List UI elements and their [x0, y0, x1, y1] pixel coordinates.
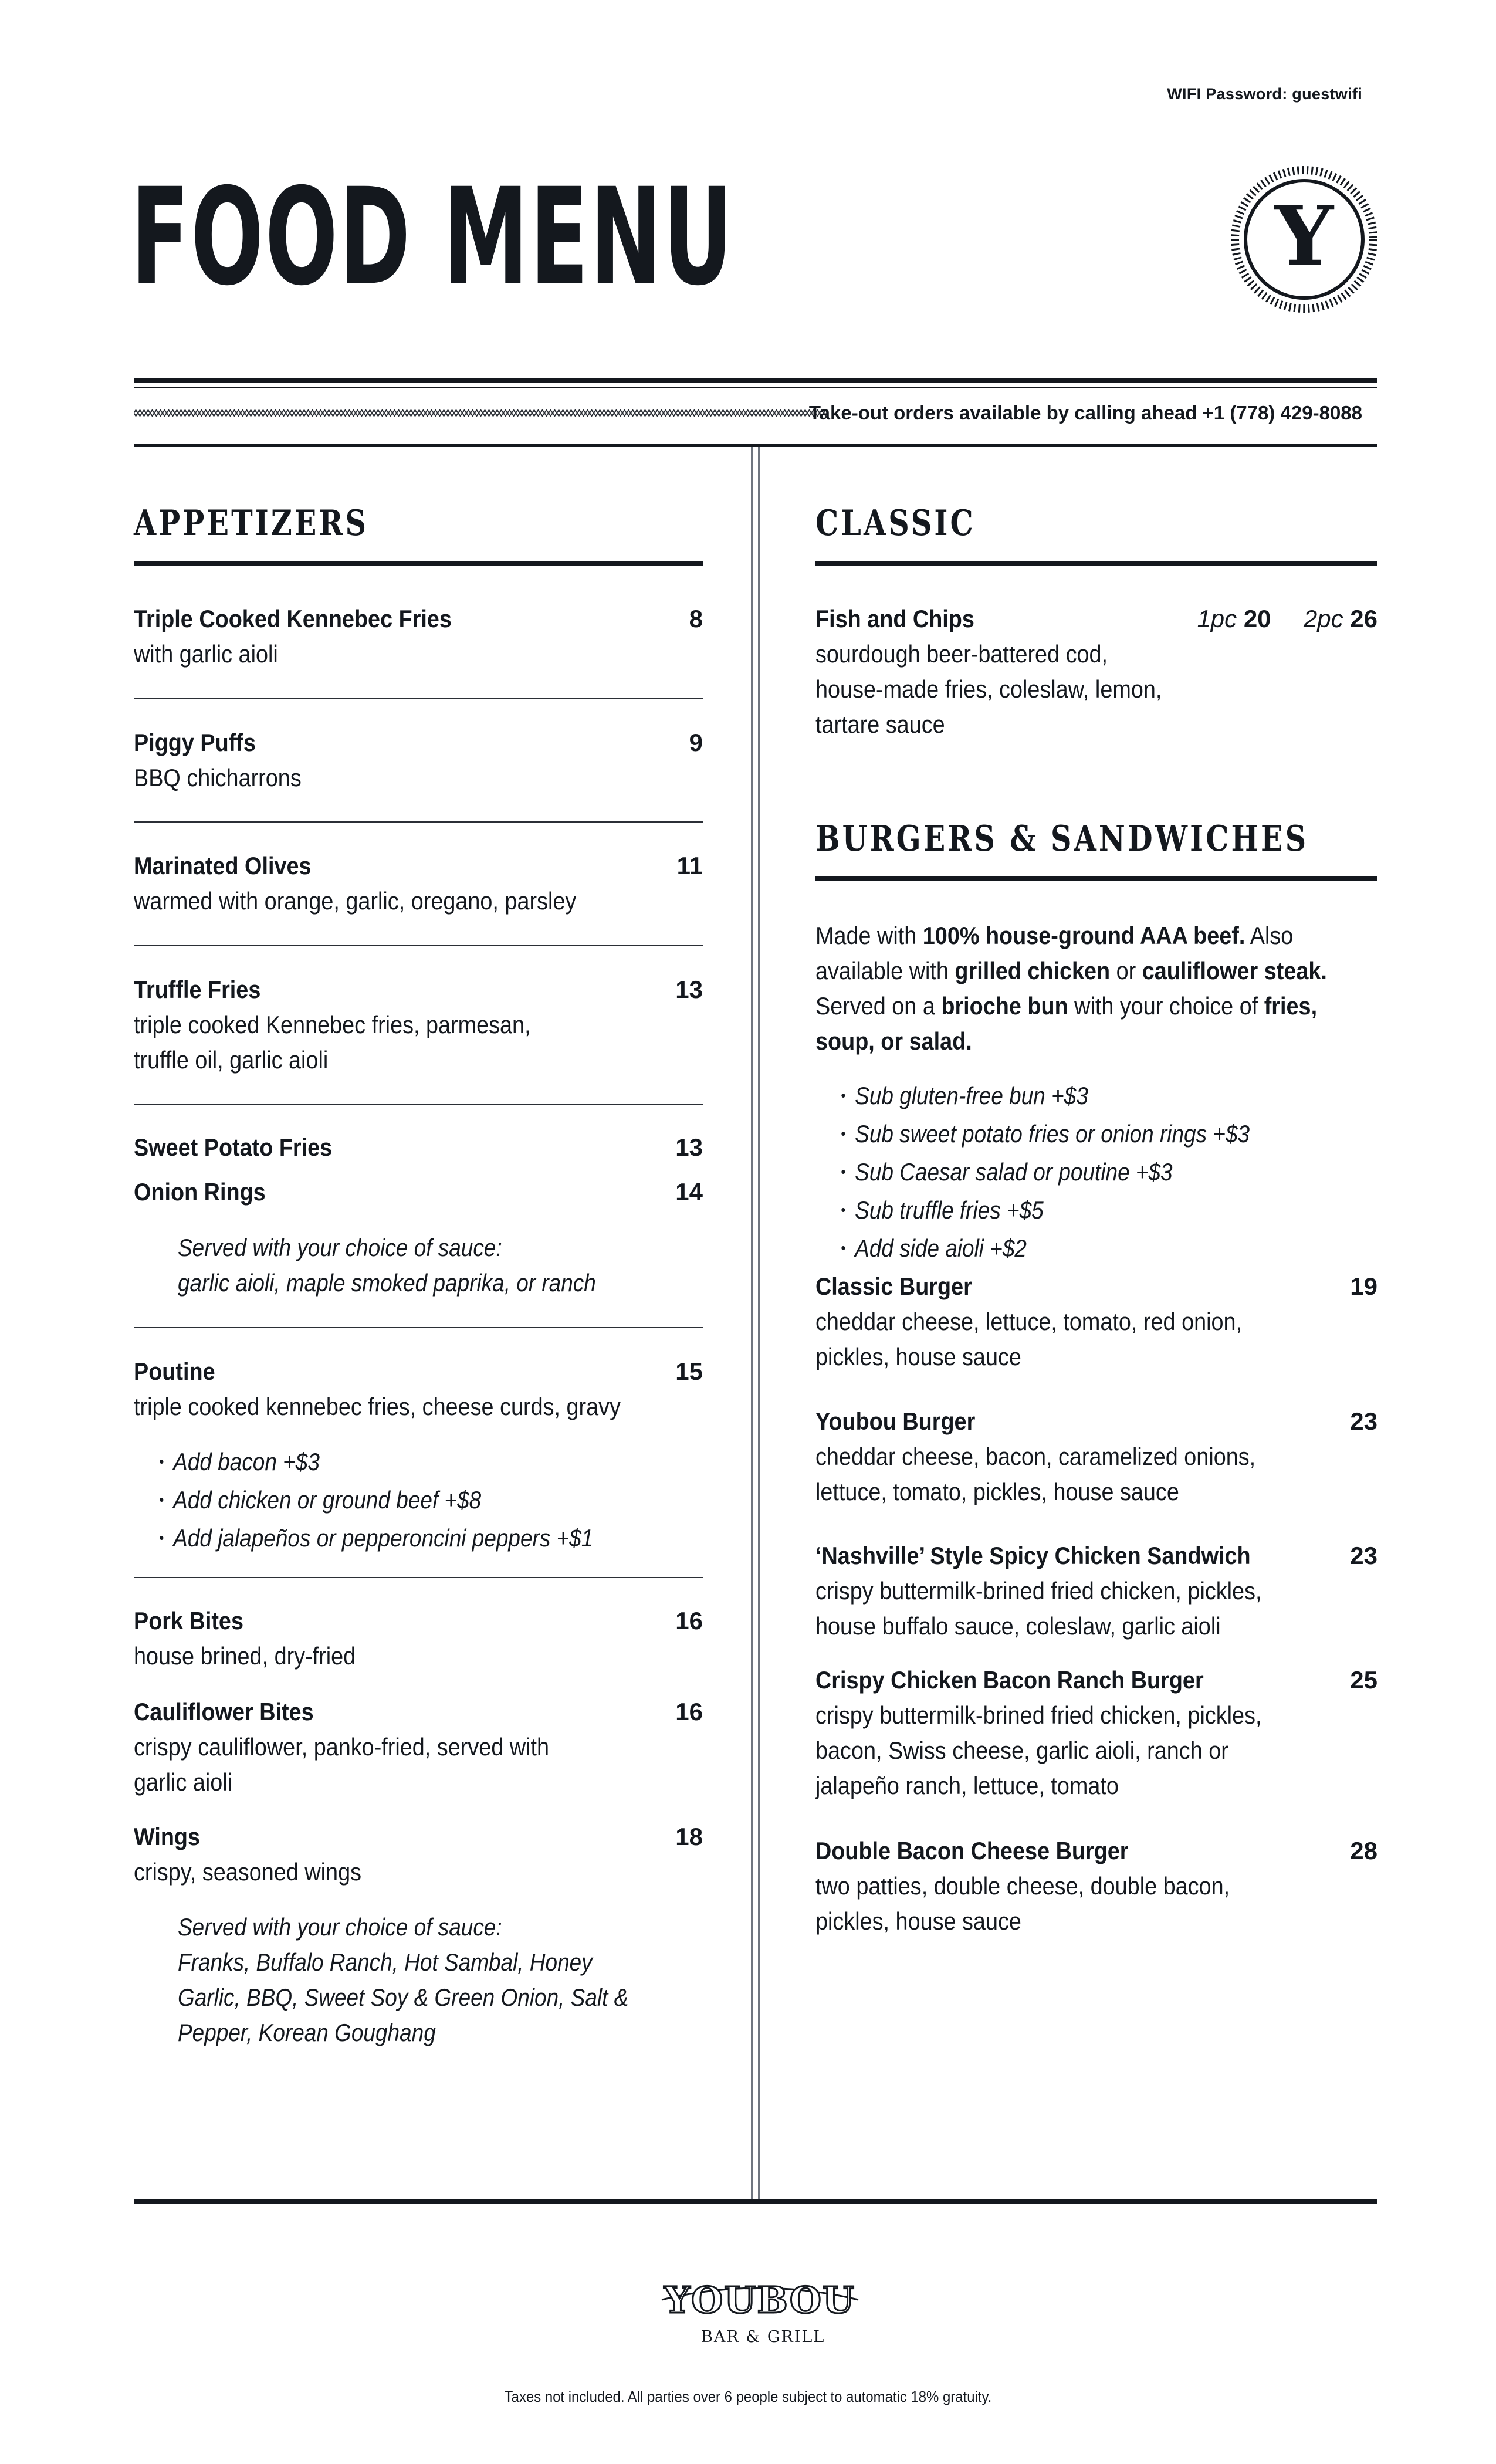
- menu-item: [134, 1694, 703, 1800]
- item-name: Pork Bites: [134, 1607, 243, 1634]
- youbou-wordmark-logo: [656, 2276, 864, 2329]
- item-name: Piggy Puffs: [134, 729, 256, 756]
- item-description: house-made fries, coleslaw, lemon,: [815, 675, 1162, 703]
- item-description: garlic aioli: [134, 1768, 233, 1796]
- sub-line: • Sub Caesar salad or poutine +$3: [859, 1155, 1250, 1193]
- menu-item: [134, 1354, 703, 1424]
- item-price: 14: [675, 1178, 703, 1206]
- item-description: with garlic aioli: [134, 640, 278, 668]
- item-name: Sweet Potato Fries: [134, 1133, 333, 1161]
- item-price: 25: [1350, 1666, 1377, 1694]
- sauce-note-line: garlic aioli, maple smoked paprika, or ranch: [178, 1269, 596, 1297]
- menu-item: [815, 1663, 1377, 1803]
- item-description: pickles, house sauce: [815, 1343, 1021, 1370]
- menu-item: [134, 972, 703, 1078]
- wifi-password: WIFI Password: guestwifi: [1167, 85, 1362, 103]
- menu-item: [815, 1833, 1377, 1939]
- item-price: 18: [675, 1823, 703, 1850]
- item-description: cheddar cheese, bacon, caramelized onions,: [815, 1443, 1256, 1470]
- menu-item: [815, 1404, 1377, 1509]
- item-price: 15: [675, 1358, 703, 1385]
- item-description: house brined, dry-fried: [134, 1642, 356, 1670]
- item-price: 11: [676, 852, 703, 879]
- item-name: Onion Rings: [134, 1178, 266, 1206]
- item-name: Marinated Olives: [134, 852, 312, 879]
- sub-line: • Sub sweet potato fries or onion rings +$3: [859, 1116, 1250, 1155]
- column-divider-left: [751, 447, 753, 2199]
- sauce-note-line: Garlic, BBQ, Sweet Soy & Green Onion, Salt &: [178, 1984, 629, 2011]
- menu-item: [815, 601, 1377, 742]
- header-rule-thin: [134, 387, 1377, 388]
- intro-line: [815, 953, 1327, 989]
- burgers-intro: [815, 918, 1384, 1059]
- menu-item: [134, 725, 703, 796]
- item-description: BBQ chicharrons: [134, 764, 302, 791]
- item-description: cheddar cheese, lettuce, tomato, red onion,: [815, 1308, 1243, 1335]
- sauce-note: [178, 1910, 690, 2050]
- header-rule-bottom: [134, 444, 1377, 447]
- item-price: 13: [675, 1133, 703, 1161]
- header-rule-top: [134, 378, 1377, 383]
- footer-rule: [134, 2199, 1377, 2204]
- item-name: Cauliflower Bites: [134, 1698, 314, 1725]
- item-description: triple cooked kennebec fries, cheese curds, gravy: [134, 1393, 621, 1420]
- item-name: Youbou Burger: [815, 1407, 976, 1435]
- menu-item: [134, 1819, 703, 1890]
- burger-subs: [855, 1078, 1303, 1269]
- menu-item: [134, 601, 703, 672]
- zigzag-divider: [134, 408, 826, 418]
- addon-line: • Add jalapeños or pepperoncini peppers +$1: [178, 1521, 593, 1559]
- item-description: crispy cauliflower, panko-fried, served with: [134, 1733, 550, 1761]
- item-divider: [134, 1104, 703, 1105]
- intro-bold: fries,: [1264, 992, 1318, 1020]
- intro-text: with your choice of: [1068, 992, 1264, 1020]
- item-divider: [134, 698, 703, 699]
- appetizers-heading: APPETIZERS: [134, 503, 369, 544]
- item-price: 20: [1243, 605, 1271, 632]
- intro-bold: cauliflower steak.: [1142, 957, 1327, 984]
- item-price: 8: [689, 605, 703, 632]
- item-description: truffle oil, garlic aioli: [134, 1046, 329, 1074]
- item-price: 23: [1350, 1542, 1377, 1569]
- item-name: Fish and Chips: [815, 605, 974, 632]
- item-price-options: [1197, 601, 1377, 637]
- item-price: 19: [1350, 1272, 1377, 1300]
- intro-line: [815, 1024, 1327, 1059]
- item-price: 9: [689, 729, 703, 756]
- item-divider: [134, 821, 703, 823]
- item-description: crispy buttermilk-brined fried chicken, pickles,: [815, 1577, 1262, 1605]
- item-name: ‘Nashville’ Style Spicy Chicken Sandwich: [815, 1542, 1251, 1569]
- price-label: 2pc: [1303, 605, 1343, 632]
- item-divider: [134, 1577, 703, 1578]
- item-divider: [134, 1327, 703, 1328]
- menu-item: [134, 1175, 703, 1210]
- intro-line: [815, 918, 1327, 953]
- item-price: 28: [1350, 1837, 1377, 1864]
- classic-heading-rule: [815, 561, 1377, 566]
- menu-item: [134, 848, 703, 919]
- intro-bold: 100% house-ground AAA beef.: [922, 922, 1245, 949]
- sub-line: • Sub truffle fries +$5: [859, 1193, 1250, 1231]
- menu-item: [134, 1603, 703, 1674]
- sauce-note-line: Pepper, Korean Goughang: [178, 2019, 436, 2046]
- burgers-heading-rule: [815, 876, 1377, 881]
- addon-line: • Add bacon +$3: [178, 1444, 593, 1483]
- poutine-addons: [173, 1444, 650, 1559]
- logo-subtitle: BAR & GRILL: [701, 2328, 825, 2346]
- appetizers-heading-rule: [134, 561, 703, 566]
- item-description: crispy, seasoned wings: [134, 1858, 361, 1886]
- sauce-note: [178, 1230, 653, 1301]
- item-description: pickles, house sauce: [815, 1907, 1021, 1935]
- intro-text: Made with: [815, 922, 923, 949]
- sub-line: • Sub gluten-free bun +$3: [859, 1078, 1250, 1116]
- item-name: Double Bacon Cheese Burger: [815, 1837, 1129, 1864]
- item-price: 16: [675, 1698, 703, 1725]
- sauce-note-line: Franks, Buffalo Ranch, Hot Sambal, Honey: [178, 1948, 593, 1976]
- wordmark-text: YOUBOU: [664, 2279, 855, 2321]
- column-divider-right: [758, 447, 760, 2199]
- intro-line: [815, 989, 1327, 1024]
- item-price: 23: [1350, 1407, 1377, 1435]
- menu-item: [815, 1269, 1377, 1375]
- item-name: Poutine: [134, 1358, 215, 1385]
- classic-heading: CLASSIC: [815, 503, 976, 544]
- intro-bold: grilled chicken: [955, 957, 1111, 984]
- addon-line: • Add chicken or ground beef +$8: [178, 1483, 593, 1521]
- item-divider: [134, 945, 703, 946]
- item-description: jalapeño ranch, lettuce, tomato: [815, 1772, 1119, 1799]
- youbou-seal-logo: [1231, 166, 1377, 313]
- item-description: triple cooked Kennebec fries, parmesan,: [134, 1011, 531, 1038]
- intro-text: available with: [815, 957, 955, 984]
- sauce-note-line: Served with your choice of sauce:: [178, 1913, 502, 1941]
- intro-text: or: [1110, 957, 1142, 984]
- item-description: two patties, double cheese, double bacon,: [815, 1872, 1230, 1900]
- footer-disclaimer: Taxes not included. All parties over 6 people subject to automatic 18% gratuity.: [504, 2388, 992, 2405]
- item-name: Truffle Fries: [134, 976, 261, 1003]
- item-price: 16: [675, 1607, 703, 1634]
- item-description: bacon, Swiss cheese, garlic aioli, ranch or: [815, 1737, 1228, 1764]
- intro-bold: soup, or salad.: [815, 1027, 972, 1055]
- item-name: Classic Burger: [815, 1272, 972, 1300]
- item-description: lettuce, tomato, pickles, house sauce: [815, 1478, 1179, 1505]
- price-label: 1pc: [1197, 605, 1237, 632]
- item-name: Triple Cooked Kennebec Fries: [134, 605, 452, 632]
- item-price: 26: [1350, 605, 1377, 632]
- sub-line: • Add side aioli +$2: [859, 1231, 1250, 1269]
- takeout-notice: Take-out orders available by calling ahead +1 (778) 429-8088: [808, 402, 1362, 424]
- item-name: Crispy Chicken Bacon Ranch Burger: [815, 1666, 1204, 1694]
- item-description: warmed with orange, garlic, oregano, parsley: [134, 887, 577, 915]
- intro-text: Also: [1245, 922, 1294, 949]
- intro-bold: brioche bun: [941, 992, 1068, 1020]
- item-name: Wings: [134, 1823, 201, 1850]
- seal-letter: Y: [1275, 188, 1333, 285]
- menu-item: [815, 1538, 1377, 1644]
- page-title: FOOD MENU: [131, 159, 735, 315]
- sauce-note-line: Served with your choice of sauce:: [178, 1234, 502, 1261]
- item-description: house buffalo sauce, coleslaw, garlic aioli: [815, 1612, 1221, 1640]
- item-description: tartare sauce: [815, 710, 945, 738]
- burgers-heading: BURGERS & SANDWICHES: [815, 818, 1309, 859]
- item-description: crispy buttermilk-brined fried chicken, pickles,: [815, 1701, 1262, 1729]
- menu-item: [134, 1130, 703, 1165]
- item-description: sourdough beer-battered cod,: [815, 640, 1108, 668]
- intro-text: Served on a: [815, 992, 942, 1020]
- item-price: 13: [675, 976, 703, 1003]
